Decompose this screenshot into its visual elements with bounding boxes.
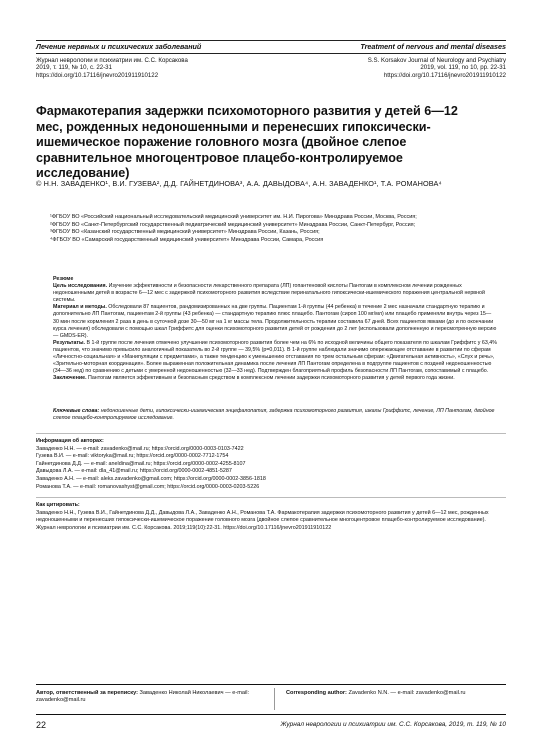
correspondence-label-en: Corresponding author:	[286, 690, 347, 696]
conclusion-label: Заключение.	[53, 375, 87, 382]
journal-name-en: S.S. Korsakov Journal of Neurology and Psychiatry	[367, 57, 506, 64]
affiliation-3: ³ФГБОУ ВО «Казанский государственный медицинский университет» Минздрава России, Казань, Россия;	[50, 229, 320, 235]
methods-text: Обследовали 87 пациентов, рандомизированных на две группы. Пациентам 1-й группы (44 ребенка) в течение 2 мес назначали стандартную терапию и дополнительно ЛП Пантогам, пациентам 2-й группы (43 ребенка) — стандартную терапию плюс плацебо. Пантогам (сироп 100 мг/мл) или плацебо применяли внутрь через 15—30 мин после кормления 2 раза в день в суточной дозе 30—50 мг на 1 кг массы тела. Продолжительность терапии составила 67 дней. Всех пациентов явками (до и по окончании курса лечения) обследовали с помощью шкал Гриффитс для оценки психомоторного развития детей от рождения до 2 лет (использовали дополненную и пересмотренную версию — GMDS-ER).	[53, 304, 497, 339]
author-info-line: Гузева В.И. — e-mail: viktoryka@mail.ru; https://orcid.org/0000-0002-7712-1754	[36, 453, 229, 460]
citation-heading: Как цитировать:	[36, 502, 80, 508]
citation-text: Заваденко Н.Н., Гузева В.И., Гайнетдинова Д.Д., Давыдова Л.А., Заваденко А.Н., Романова Т.А. Фармакотерапия задержки психомоторного развития у детей 6—12 мес, рожденных недоношенными и перенесших гипоксически-ишемическое поражение головного мозга (двойное слепое сравнительное многоцентровое плацебо-контролируемое исследование). Журнал неврологии и психиатрии им. С.С. Корсакова. 2019;119(10):22-31. https://doi.org/10.17116/jnevro201911910122	[36, 509, 489, 531]
author-info-line: Давыдова Л.А. — e-mail: dla_41@mail.ru; https://orcid.org/0000-0002-4851-5287	[36, 468, 232, 475]
correspondence-en	[286, 690, 508, 697]
abstract	[53, 276, 497, 382]
correspondence-rule	[36, 684, 506, 685]
correspondence-divider	[274, 688, 275, 710]
footer-journal: Журнал неврологии и психиатрии им. С.С. Корсакова, 2019, т. 119, № 10	[280, 721, 506, 728]
keywords	[53, 408, 497, 422]
journal-issue-en: 2019, vol. 119, no 10, pp. 22-31	[420, 64, 506, 72]
citation	[36, 502, 506, 532]
correspondence-text-ru: Заваденко Николай Николаевич — e-mail: zavadenko@mail.ru	[36, 690, 250, 704]
journal-info-ru	[36, 57, 266, 79]
section-title-ru: Лечение нервных и психических заболеваний	[36, 42, 202, 51]
goal-text: Изучение эффективности и безопасности лекарственного препарата (ЛП) гопантеновой кислоты Пантогам в комплексном лечении рожденных недоношенными детей в возрасте 6—12 мес с задержкой психомоторного развития вследствие перинатального гипоксически-ишемического поражения центральной нервной системы.	[53, 283, 485, 304]
author-list: © Н.Н. ЗАВАДЕНКО¹, В.И. ГУЗЕВА², Д.Д. ГАЙНЕТДИНОВА³, А.А. ДАВЫДОВА⁴, А.Н. ЗАВАДЕНКО¹, Т.А. РОМАНОВА⁴	[36, 179, 442, 188]
abstract-conclusion	[53, 375, 497, 382]
results-label: Результаты.	[53, 339, 86, 346]
author-info	[36, 438, 506, 491]
correspondence-ru	[36, 690, 262, 705]
correspondence-text-en: Zavadenko N.N. — e-mail: zavadenko@mail.ru	[346, 690, 466, 696]
goal-label: Цель исследования.	[53, 283, 108, 290]
author-info-line: Романова Т.А. — e-mail: romanovashyst@gmail.com; https://orcid.org/0000-0003-0203-5226	[36, 483, 260, 490]
keywords-label: Ключевые слова:	[53, 408, 100, 414]
affiliation-2: ²ФГБОУ ВО «Санкт-Петербургский государственный педиатрический медицинский университет» Минздрава России, Санкт-Петербург, Россия;	[50, 221, 416, 228]
affiliation-4: ⁴ФГБОУ ВО «Самарский государственный медицинский университет» Минздрава России, Самара, Россия	[50, 236, 324, 243]
divider-citation	[36, 497, 506, 498]
methods-label: Материал и методы.	[53, 304, 107, 311]
keywords-text: недоношенные дети, гипоксически-ишемическая энцефалопатия, задержка психомоторного развития, шкалы Гриффитс, лечение, ЛП Пантогам, двойное слепое плацебо-контролируемое исследование.	[53, 408, 495, 422]
header-bottom-rule	[36, 53, 506, 54]
journal-info-en	[276, 57, 506, 79]
author-info-line: Заваденко Н.Н. — e-mail: zavadenko@mail.ru; https://orcid.org/0000-0003-0103-7422	[36, 445, 244, 452]
affiliations	[50, 214, 490, 244]
author-info-line: Заваденко А.Н. — e-mail: aleks.zavadenko@gmail.com; https://orcid.org/0000-0002-3856-1818	[36, 475, 266, 482]
results-text: В 1-й группе после лечения отмечено улучшение психомоторного развития более чем на 6% по исходной величины общего показателя по шкалам Гриффитс у 63,4% пациентов, что значимо превысило аналогичный показатель во 2-й группе — 39,5% (p=0,011). В 1-й группе наблюдали значимо опережающее отставание в развитии по сферам «Личностно-социальная» и «Манипуляции с предметами», а также тенденцию к уменьшению отставания по трем остальным сферам: «Двигательная активность», «Слух и речь», «Зрительно-моторная координация». Более выраженная положительная динамика после лечения ЛП Пантогам определена в подгруппе пациентов с поздней недоношенностью (34—36 нед) по сравнению с детьми с умеренной недоношенностью (32—33 нед). Подтвержден благоприятный профиль безопасности ЛП Пантогам, сопоставимый с плацебо.	[53, 339, 497, 375]
conclusion-text: Пантогам является эффективным и безопасным средством в комплексном лечении задержки психомоторного развития у детей первого года жизни.	[86, 375, 455, 382]
author-info-heading: Информация об авторах:	[36, 438, 104, 444]
section-title-en: Treatment of nervous and mental diseases	[360, 42, 506, 51]
abstract-heading: Резюме	[53, 276, 74, 282]
journal-doi-ru[interactable]: https://doi.org/10.17116/jnevro201911910122	[36, 71, 159, 79]
correspondence-label-ru: Автор, ответственный за переписку:	[36, 690, 138, 696]
abstract-results	[53, 340, 497, 375]
footer-rule	[36, 714, 506, 715]
abstract-methods	[53, 304, 497, 339]
page-number: 22	[36, 720, 47, 730]
journal-name-ru: Журнал неврологии и психиатрии им. С.С. Корсакова	[36, 57, 188, 64]
divider-author-info	[36, 433, 506, 434]
article-title: Фармакотерапия задержки психомоторного развития у детей 6—12 мес, рожденных недоношенными и перенесших гипоксически-ишемическое поражение головного мозга (двойное слепое сравнительное многоцентровое плацебо-контролируемое исследование)	[36, 104, 458, 180]
journal-doi-en[interactable]: https://doi.org/10.17116/jnevro201911910122	[383, 71, 506, 79]
author-info-line: Гайнетдинова Д.Д. — e-mail: aneldina@mail.ru; https://orcid.org/0000-0002-4255-8107	[36, 460, 246, 467]
affiliation-1: ¹ФГБОУ ВО «Российский национальный исследовательский медицинский университет им. Н.И. Пирогова» Минздрава России, Москва, Россия;	[50, 214, 417, 220]
journal-issue-ru: 2019, т. 119, № 10, с. 22-31	[36, 64, 112, 72]
header-top-rule	[36, 40, 506, 41]
abstract-goal	[53, 283, 497, 304]
